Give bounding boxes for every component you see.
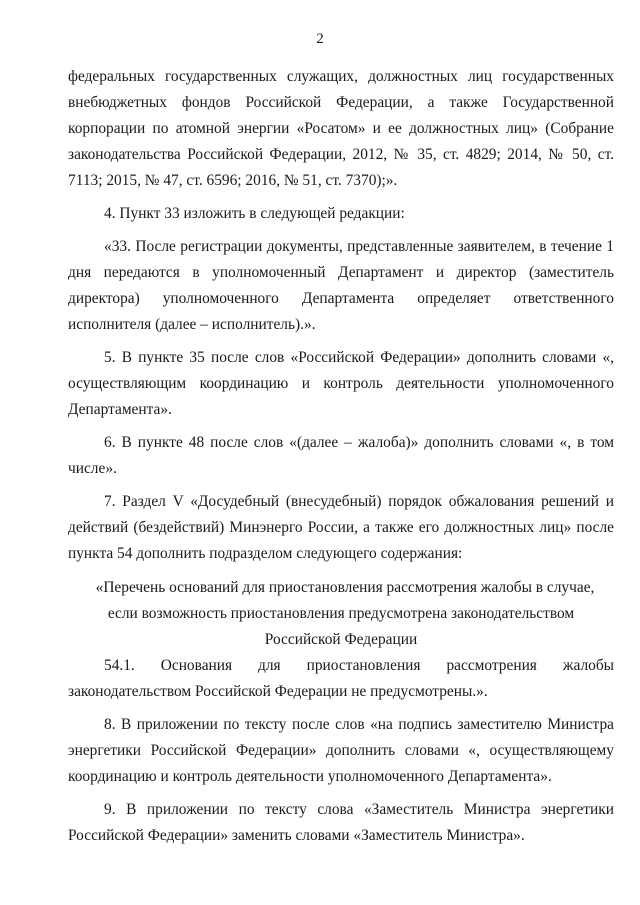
paragraph-item-54-1: 54.1. Основания для приостановления рассмотрения жалобы законодательством Российской Федерации не предусмотрены.».: [68, 657, 614, 700]
paragraph-item-4-quote: «33. После регистрации документы, представленные заявителем, в течение 1 дня передаются в уполномоченный Департамент и директор (заместитель директора) уполномоченного Департамента определяет ответственного исполнителя (далее – исполнитель).».: [68, 238, 614, 333]
subsection-heading-line: Российской Федерации: [264, 631, 418, 648]
paragraph-item-8: 8. В приложении по тексту после слов «на подпись заместителю Министра энергетики Российской Федерации» дополнить словами «, осуществляющему координацию и контроль деятельности уполномоченного Департамента».: [68, 716, 614, 785]
paragraph-item-4: 4. Пункт 33 изложить в следующей редакции:: [104, 205, 405, 222]
paragraph-item-7: 7. Раздел V «Досудебный (внесудебный) порядок обжалования решений и действий (бездействий) Минэнерго России, а также его должностных лиц» после пункта 54 дополнить подразделом следующего содержания:: [68, 493, 614, 562]
paragraph-item-5: 5. В пункте 35 после слов «Российской Федерации» дополнить словами «, осуществляющим координацию и контроль деятельности уполномоченного Департамента».: [68, 349, 614, 418]
paragraph-item-6: 6. В пункте 48 после слов «(далее – жалоба)» дополнить словами «, в том числе».: [68, 434, 614, 477]
subsection-heading: [68, 575, 614, 653]
document-body: [68, 64, 614, 849]
paragraph-continuation: федеральных государственных служащих, должностных лиц государственных внебюджетных фондов Российской Федерации, а также Государственной корпорации по атомной энергии «Росатом» и ее должностных лиц» (Собрание законодательства Российской Федерации, 2012, № 35, ст. 4829; 2014, № 50, ст. 7113; 2015, № 47, ст. 6596; 2016, № 51, ст. 7370);».: [68, 68, 614, 189]
subsection-heading-line: если возможность приостановления предусмотрена законодательством: [107, 605, 575, 622]
paragraph-item-9: 9. В приложении по тексту слова «Заместитель Министра энергетики Российской Федерации» заменить словами «Заместитель Министра».: [68, 801, 614, 844]
page-number: 2: [316, 31, 324, 47]
subsection-heading-line: «Перечень оснований для приостановления рассмотрения жалобы в случае,: [95, 579, 595, 596]
